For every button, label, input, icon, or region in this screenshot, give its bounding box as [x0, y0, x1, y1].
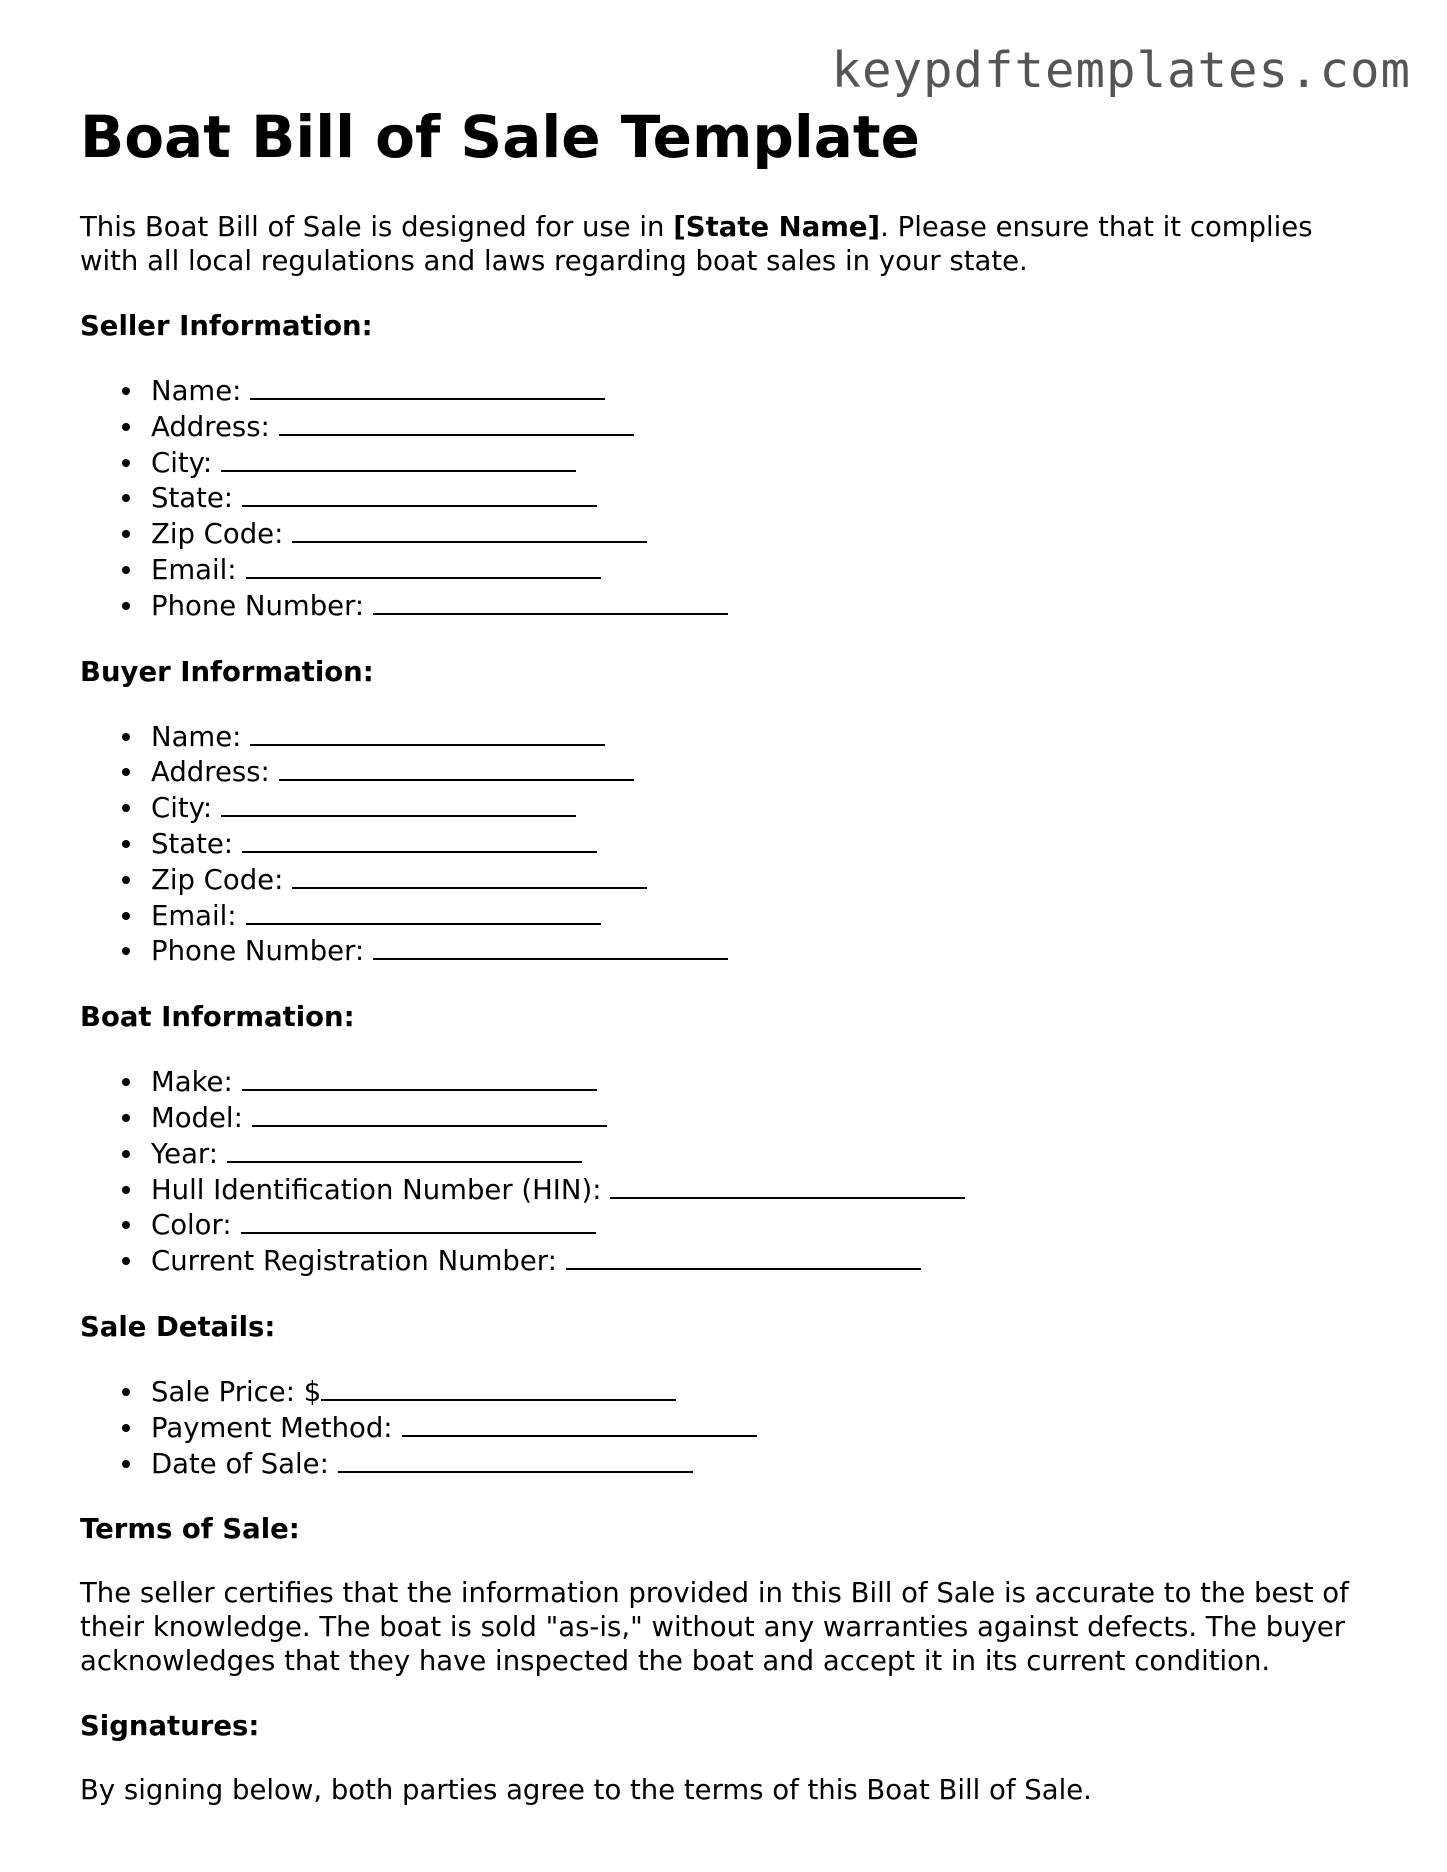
field-label: Current Registration Number:: [151, 1245, 557, 1278]
blank-line[interactable]: [221, 445, 576, 472]
blank-line[interactable]: [246, 898, 601, 925]
list-item: [151, 480, 1370, 516]
blank-line[interactable]: [373, 588, 728, 615]
list-item: [151, 1136, 1370, 1172]
blank-line[interactable]: [279, 754, 634, 781]
field-label: State:: [151, 482, 234, 515]
list-item: [151, 409, 1370, 445]
list-item: [151, 754, 1370, 790]
field-label: Year:: [151, 1137, 219, 1170]
list-item: [151, 1410, 1370, 1446]
field-label: Zip Code:: [151, 518, 284, 551]
intro-text-after: . Please ensure that it complies with all local regulations and laws regarding boat sales in your state.: [80, 211, 1313, 277]
buyer-field-list: [80, 719, 1370, 970]
field-label: Name:: [151, 720, 242, 753]
field-label: Payment Method:: [151, 1411, 393, 1444]
list-item: [151, 373, 1370, 409]
field-label: Model:: [151, 1101, 243, 1134]
field-label: Phone Number:: [151, 935, 365, 968]
list-item: [151, 1172, 1370, 1208]
blank-line[interactable]: [292, 516, 647, 543]
blank-line[interactable]: [373, 933, 728, 960]
field-label: Email:: [151, 553, 237, 586]
field-label: Date of Sale:: [151, 1447, 329, 1480]
list-item: [151, 1207, 1370, 1243]
field-label: City:: [151, 446, 213, 479]
field-label: Zip Code:: [151, 863, 284, 896]
list-item: [151, 1100, 1370, 1136]
terms-heading: Terms of Sale:: [80, 1513, 300, 1546]
document-page: [80, 104, 1370, 1807]
page-title: Boat Bill of Sale Template: [80, 103, 920, 171]
blank-line[interactable]: [241, 1207, 596, 1234]
boat-heading: Boat Information:: [80, 1001, 355, 1034]
blank-line[interactable]: [252, 1100, 607, 1127]
signatures-paragraph: By signing below, both parties agree to the terms of this Boat Bill of Sale.: [80, 1774, 1092, 1807]
blank-line[interactable]: [610, 1172, 965, 1199]
list-item: [151, 588, 1370, 624]
blank-line[interactable]: [566, 1243, 921, 1270]
list-item: [151, 826, 1370, 862]
list-item: [151, 1243, 1370, 1279]
field-label: Hull Identification Number (HIN):: [151, 1173, 602, 1206]
signatures-heading: Signatures:: [80, 1710, 260, 1743]
blank-line[interactable]: [250, 373, 605, 400]
blank-line[interactable]: [338, 1446, 693, 1473]
field-label: Color:: [151, 1209, 232, 1242]
field-label: City:: [151, 792, 213, 825]
blank-line[interactable]: [402, 1410, 757, 1437]
blank-line[interactable]: [321, 1374, 676, 1401]
blank-line[interactable]: [242, 1064, 597, 1091]
blank-line[interactable]: [242, 826, 597, 853]
list-item: [151, 790, 1370, 826]
buyer-heading: Buyer Information:: [80, 655, 374, 688]
blank-line[interactable]: [227, 1136, 582, 1163]
blank-line[interactable]: [279, 409, 634, 436]
list-item: [151, 719, 1370, 755]
boat-field-list: [80, 1064, 1370, 1279]
field-label: Sale Price: $: [151, 1375, 322, 1408]
list-item: [151, 445, 1370, 481]
intro-text-before: This Boat Bill of Sale is designed for use in: [80, 211, 674, 243]
list-item: [151, 898, 1370, 934]
list-item: [151, 1064, 1370, 1100]
blank-line[interactable]: [242, 480, 597, 507]
field-label: Address:: [151, 410, 270, 443]
terms-paragraph: The seller certifies that the information provided in this Bill of Sale is accurate to the best of their knowledge. The boat is sold "as-is," without any warranties against defects. The buyer acknowledges that they have inspected the boat and accept it in its current condition.: [80, 1577, 1349, 1678]
seller-heading: Seller Information:: [80, 310, 373, 342]
blank-line[interactable]: [292, 862, 647, 889]
blank-line[interactable]: [250, 719, 605, 746]
intro-paragraph: [80, 210, 1370, 278]
field-label: State:: [151, 827, 234, 860]
field-label: Name:: [151, 375, 242, 407]
blank-line[interactable]: [246, 552, 601, 579]
field-label: Make:: [151, 1066, 233, 1099]
field-label: Phone Number:: [151, 589, 365, 622]
sale-field-list: [80, 1374, 1370, 1481]
list-item: [151, 552, 1370, 588]
seller-field-list: [80, 373, 1370, 624]
state-name-placeholder: [State Name]: [673, 211, 881, 243]
field-label: Address:: [151, 756, 270, 789]
list-item: [151, 1446, 1370, 1482]
blank-line[interactable]: [221, 790, 576, 817]
list-item: [151, 1374, 1370, 1410]
list-item: [151, 933, 1370, 969]
field-label: Email:: [151, 899, 237, 932]
list-item: [151, 862, 1370, 898]
list-item: [151, 516, 1370, 552]
watermark: keypdftemplates.com: [831, 42, 1411, 99]
sale-heading: Sale Details:: [80, 1310, 276, 1343]
